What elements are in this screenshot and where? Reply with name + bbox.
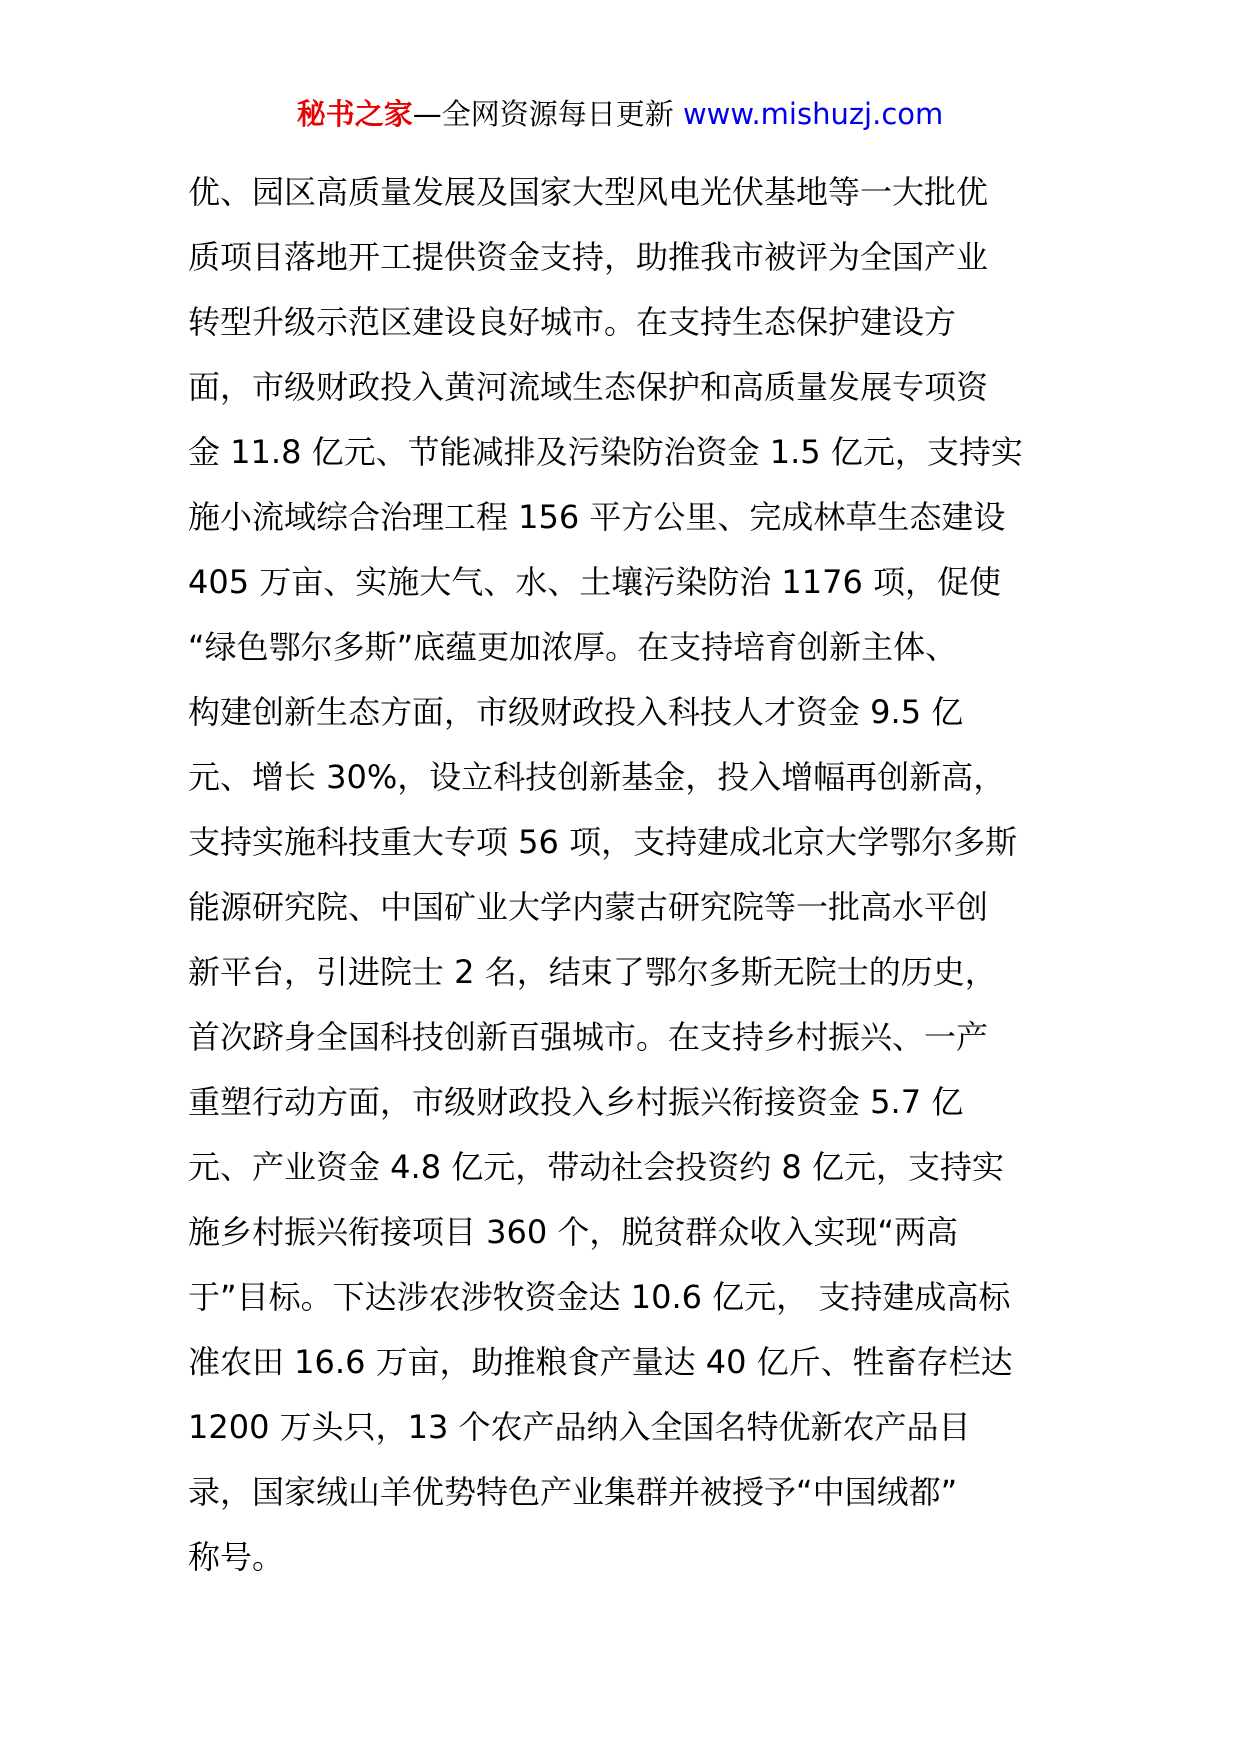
- text-line: 质项目落地开工提供资金支持，助推我市被评为全国产业: [188, 238, 989, 276]
- text-line: 元、产业资金 4.8 亿元，带动社会投资约 8 亿元，支持实: [188, 1148, 1004, 1186]
- site-brand: 秘书之家: [296, 97, 413, 131]
- text-line: 于”目标。下达涉农涉牧资金达 10.6 亿元， 支持建成高标: [188, 1278, 1011, 1316]
- site-tagline: —全网资源每日更新: [412, 97, 674, 131]
- text-line: 面，市级财政投入黄河流域生态保护和高质量发展专项资: [188, 368, 989, 406]
- text-line: 新平台，引进院士 2 名，结束了鄂尔多斯无院士的历史，: [188, 953, 997, 991]
- text-line: 施乡村振兴衔接项目 360 个，脱贫群众收入实现“两高: [188, 1213, 959, 1251]
- text-line: 构建创新生态方面，市级财政投入科技人才资金 9.5 亿: [188, 693, 964, 731]
- document-body: [188, 160, 1198, 1590]
- text-line: 录，国家绒山羊优势特色产业集群并被授予“中国绒都”: [188, 1473, 958, 1511]
- text-line: 405 万亩、实施大气、水、土壤污染防治 1176 项，促使: [188, 563, 1002, 601]
- text-line: 转型升级示范区建设良好城市。在支持生态保护建设方: [188, 303, 957, 341]
- text-line: 施小流域综合治理工程 156 平方公里、完成林草生态建设: [188, 498, 1006, 536]
- text-line: 1200 万头只，13 个农产品纳入全国名特优新农产品目: [188, 1408, 971, 1446]
- page-header: [0, 94, 1240, 134]
- text-line: 元、增长 30%，设立科技创新基金，投入增幅再创新高，: [188, 758, 1006, 796]
- text-line: 优、园区高质量发展及国家大型风电光伏基地等一大批优: [188, 173, 989, 211]
- text-line: 能源研究院、中国矿业大学内蒙古研究院等一批高水平创: [188, 888, 989, 926]
- text-line: 支持实施科技重大专项 56 项，支持建成北京大学鄂尔多斯: [188, 823, 1018, 861]
- text-line: “绿色鄂尔多斯”底蕴更加浓厚。在支持培育创新主体、: [188, 628, 958, 666]
- text-line: 准农田 16.6 万亩，助推粮食产量达 40 亿斤、牲畜存栏达: [188, 1343, 1013, 1381]
- site-url-link[interactable]: www.mishuzj.com: [682, 97, 944, 131]
- text-line: 首次跻身全国科技创新百强城市。在支持乡村振兴、一产: [188, 1018, 989, 1056]
- text-line: 金 11.8 亿元、节能减排及污染防治资金 1.5 亿元，支持实: [188, 433, 1023, 471]
- text-line: 重塑行动方面，市级财政投入乡村振兴衔接资金 5.7 亿: [188, 1083, 964, 1121]
- text-line: 称号。: [188, 1538, 285, 1576]
